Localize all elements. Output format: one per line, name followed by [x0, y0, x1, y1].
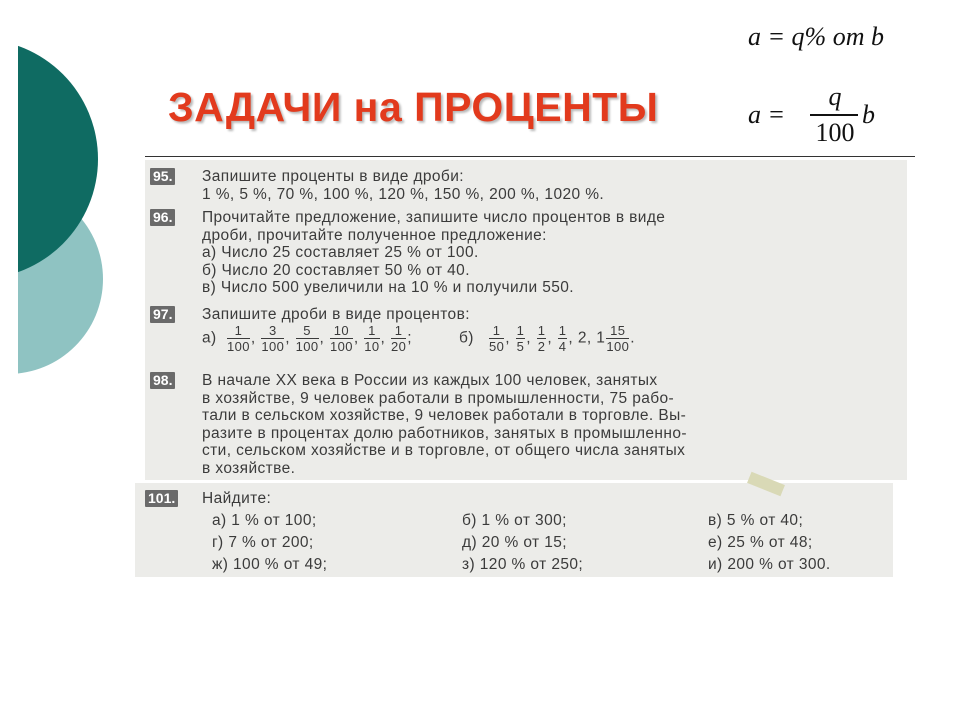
task-98-line: в хозяйстве, 9 человек работали в промышленности, 75 рабо-	[202, 389, 675, 407]
formula-denominator: 100	[815, 118, 855, 147]
fraction: $\frac{10}{100}$	[329, 323, 353, 354]
task-96	[202, 209, 665, 297]
task-101-item: е) 25 % от 48;	[708, 534, 813, 551]
task-number-96: 96.	[150, 209, 175, 226]
task-97-a-label: а)	[202, 329, 217, 347]
slide-title: ЗАДАЧИ на ПРОЦЕНТЫ	[168, 84, 659, 130]
task-97-fractions: а) $\frac{1}{100}$ , $\frac{3}{100}$ , $\frac{5}{100}$ , $\frac{10}{100}$ , $\frac{1}{10}$ , $\frac{1}{20}$ ; б) $\frac{1}{50}$ , $\frac{1}{5}$ , $\frac{1}{2}$ , $\frac{1}{4}$ , 2, 1 $\frac{15}{100}$ .	[202, 323, 635, 354]
task-95-line: 1 %, 5 %, 70 %, 100 %, 120 %, 150 %, 200 %, 1020 %.	[202, 185, 605, 203]
task-101-item: г) 7 % от 200;	[212, 534, 314, 551]
task-101-item: б) 1 % от 300;	[462, 512, 567, 529]
task-101-intro: Найдите:	[202, 490, 272, 507]
fraction: $\frac{1}{50}$	[488, 323, 505, 354]
task-101-item: д) 20 % от 15;	[462, 534, 567, 551]
fraction: $\frac{1}{20}$	[390, 323, 407, 354]
task-95	[202, 168, 604, 203]
task-101-item: з) 120 % от 250;	[462, 556, 584, 573]
fraction: $\frac{1}{4}$	[558, 323, 567, 354]
fraction: $\frac{1}{5}$	[516, 323, 525, 354]
title-rule	[145, 156, 915, 157]
task-101-item: а) 1 % от 100;	[212, 512, 317, 529]
task-number-101: 101.	[145, 490, 178, 507]
fraction: $\frac{5}{100}$	[295, 323, 319, 354]
fraction: $\frac{15}{100}$	[606, 323, 630, 354]
task-98-line: разите в процентах долю работников, занятых в промышленно-	[202, 424, 687, 442]
task-number-97: 97.	[150, 306, 175, 323]
fraction: $\frac{1}{10}$	[364, 323, 380, 354]
formula-numerator: q	[828, 82, 842, 111]
formula-rhs: b	[862, 100, 875, 129]
formula-lhs: a =	[748, 100, 786, 129]
task-101-item: в) 5 % от 40;	[708, 512, 804, 529]
formula-fraction-bar	[810, 114, 858, 116]
task-97-whole: 2,	[577, 329, 592, 347]
task-95-line: Запишите проценты в виде дроби:	[202, 168, 464, 185]
task-97-intro: Запишите дроби в виде процентов:	[202, 306, 470, 323]
task-96-line: в) Число 500 увеличили на 10 % и получили 550.	[202, 279, 574, 296]
task-number-95: 95.	[150, 168, 175, 185]
task-96-line: Прочитайте предложение, запишите число процентов в виде	[202, 209, 666, 226]
decorative-circles	[18, 14, 158, 394]
task-98-line: В начале XX века в России из каждых 100 человек, занятых	[202, 372, 658, 389]
task-number-98: 98.	[150, 372, 175, 389]
task-98	[202, 372, 687, 477]
formula-percent-of: a = q% от b	[748, 22, 884, 51]
task-101-item: и) 200 % от 300.	[708, 556, 831, 573]
task-97-b-label: б)	[459, 329, 474, 347]
task-96-line: а) Число 25 составляет 25 % от 100.	[202, 244, 479, 261]
task-96-line: дроби, прочитайте полученное предложение:	[202, 226, 547, 244]
fraction: $\frac{1}{100}$	[227, 323, 250, 354]
task-98-line: тали в сельском хозяйстве, 9 человек работали в торговле. Вы-	[202, 407, 687, 424]
task-97-mixed-whole: 1	[596, 329, 606, 347]
task-98-line: в хозяйстве.	[202, 459, 296, 477]
task-96-line: б) Число 20 составляет 50 % от 40.	[202, 261, 470, 279]
fraction: $\frac{3}{100}$	[261, 323, 285, 354]
task-101-item: ж) 100 % от 49;	[212, 556, 328, 573]
task-98-line: сти, сельском хозяйстве и в торговле, от общего числа занятых	[202, 442, 686, 459]
fraction: $\frac{1}{2}$	[537, 323, 546, 354]
